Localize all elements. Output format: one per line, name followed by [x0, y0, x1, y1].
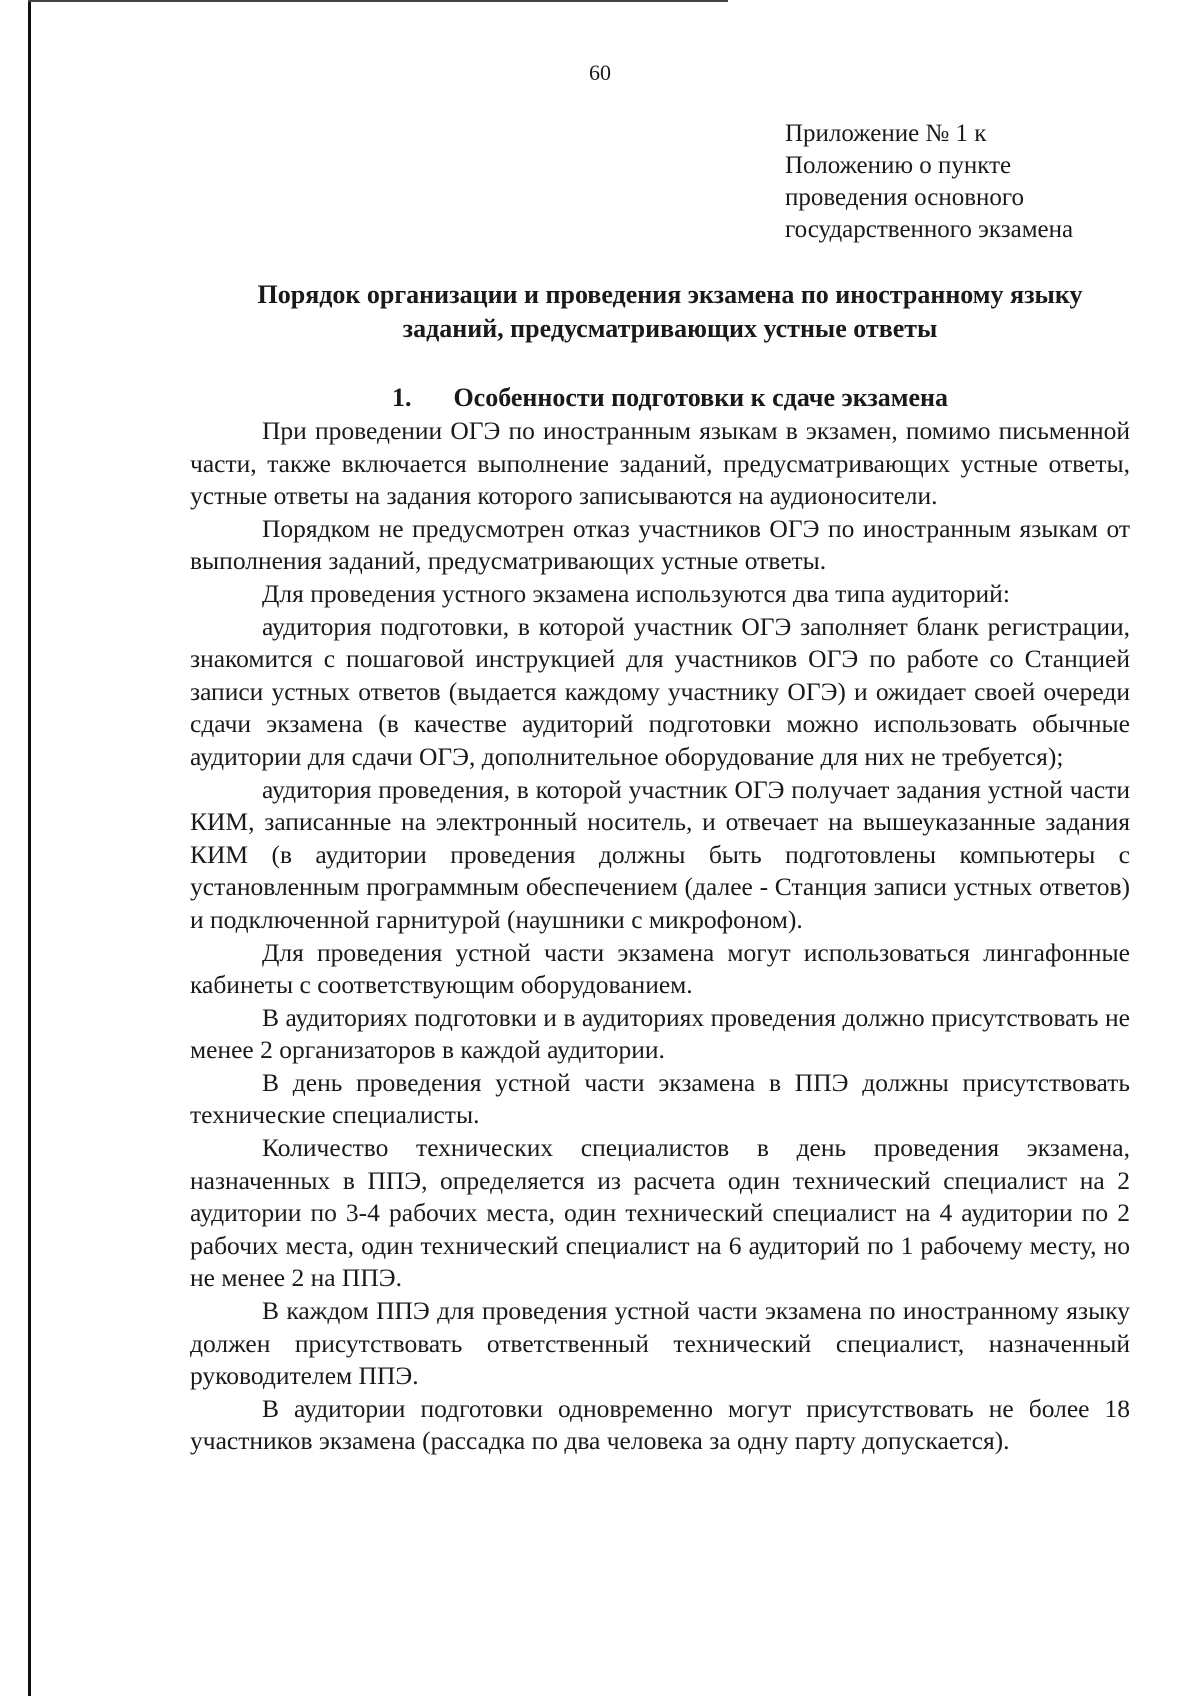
paragraph: Порядком не предусмотрен отказ участников ОГЭ по иностранным языкам от выполнения заданий, предусматривающих устные ответы. [190, 513, 1130, 576]
section-title: Особенности подготовки к сдаче экзамена [453, 383, 949, 412]
scan-border-top [28, 0, 728, 2]
paragraph: В день проведения устной части экзамена в ППЭ должны присутствовать технические специалисты. [190, 1067, 1130, 1130]
appendix-line: государственного экзамена [785, 216, 1074, 243]
paragraph: Для проведения устного экзамена используются два типа аудиторий: [262, 578, 1010, 608]
paragraph: При проведении ОГЭ по иностранным языкам в экзамен, помимо письменной части, также включается выполнение заданий, предусматривающих устные ответы, устные ответы на задания которого записываются на аудионосители. [190, 416, 1130, 511]
section-heading [190, 382, 1150, 414]
page-number: 60 [589, 60, 611, 85]
paragraph: аудитория проведения, в которой участник ОГЭ получает задания устной части КИМ, записанные на электронный носитель, и отвечает на вышеуказанные задания КИМ (в аудитории проведения должны быть подготовлены компьютеры с установленным программным обеспечением (далее - Станция записи устных ответов) и подключенной гарнитурой (наушники с микрофоном). [190, 774, 1130, 934]
paragraph: Количество технических специалистов в день проведения экзамена, назначенных в ППЭ, определяется из расчета один технический специалист на 2 аудитории по 3-4 рабочих места, один технический специалист на 4 аудитории по 2 рабочих места, один технический специалист на 6 аудиторий по 1 рабочему месту, но не менее 2 на ППЭ. [190, 1133, 1130, 1293]
section-number: 1. [391, 383, 412, 412]
body-text [190, 415, 1130, 1458]
appendix-line: проведения основного [785, 184, 1025, 211]
appendix-note [785, 118, 1165, 246]
paragraph: В каждом ППЭ для проведения устной части экзамена по иностранному языку должен присутствовать ответственный технический специалист, назначенный руководителем ППЭ. [190, 1296, 1130, 1391]
document-title [190, 278, 1150, 346]
appendix-line: Положению о пункте [785, 152, 1012, 179]
paragraph: аудитория подготовки, в которой участник ОГЭ заполняет бланк регистрации, знакомится с пошаговой инструкцией для участников ОГЭ по работе со Станцией записи устных ответов (выдается каждому участнику ОГЭ) и ожидает своей очереди сдачи экзамена (в качестве аудиторий подготовки можно использовать обычные аудитории для сдачи ОГЭ, дополнительное оборудование для них не требуется); [190, 611, 1130, 771]
paragraph: В аудитории подготовки одновременно могут присутствовать не более 18 участников экзамена (рассадка по два человека за одну парту допускается). [190, 1393, 1130, 1456]
appendix-line: Приложение № 1 к [785, 120, 987, 147]
title-line-2: заданий, предусматривающих устные ответы [402, 314, 938, 343]
paragraph: В аудиториях подготовки и в аудиториях проведения должно присутствовать не менее 2 организаторов в каждой аудитории. [190, 1002, 1130, 1065]
scan-border-left [28, 0, 31, 1696]
title-line-1: Порядок организации и проведения экзамена по иностранному языку [257, 280, 1083, 309]
paragraph: Для проведения устной части экзамена могут использоваться лингафонные кабинеты с соответствующим оборудованием. [190, 937, 1130, 1000]
